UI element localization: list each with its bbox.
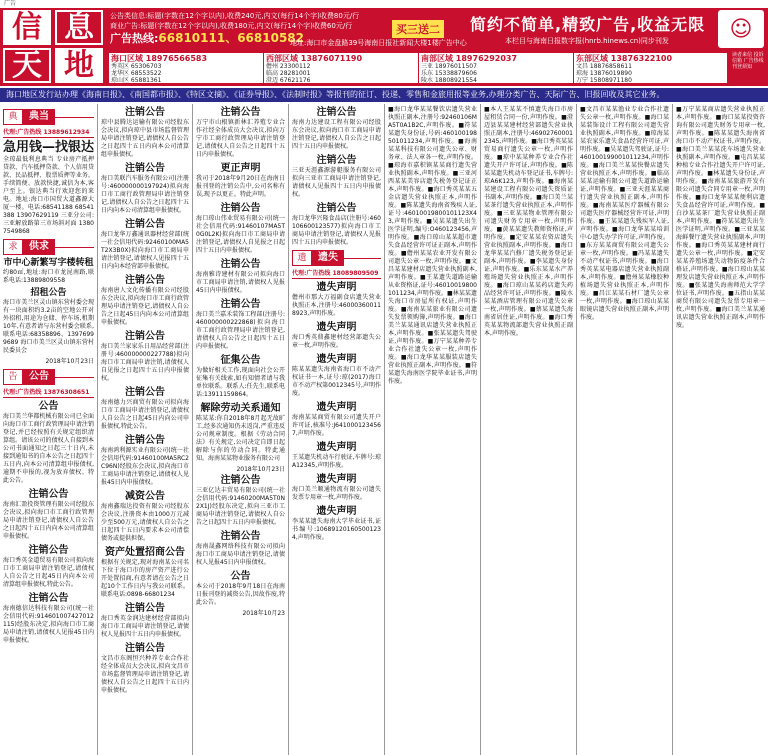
- distribution-banner: 海口地区发行站办理《海南日报》、《南国都市报》、《特区文摘》、《证券导报》、《法制时报》等报刊的征订、投递、零售和金旅用报等业务,办理分类广告、天际广告、旧报回收及其它业务。: [0, 88, 768, 102]
- ad-subheadline: 市中心新繁写字楼转租: [3, 258, 94, 268]
- column-8: [673, 104, 768, 755]
- logo-char: 天: [3, 48, 51, 83]
- notice-title: 注销公告: [220, 299, 261, 310]
- notice-title: 注销公告: [125, 331, 165, 342]
- notice-title: 注销公告: [220, 531, 261, 542]
- notice-body: 三亚天涯鑫源游艇服务有限公司拟向三亚市工商局申请注销登记,请债权人见报四十五日内申报债权。: [292, 167, 381, 198]
- notice-body: 琼中县腾达运输有限公司经股东会决议,拟向琼中县市场监督管理局申请注销登记,请债权人自公告之日起四十五日内向本公司清算组申报债权。: [101, 119, 189, 158]
- region-row: 文昌 18876858611: [576, 63, 632, 70]
- notice-body: 陈某某遗失海南省海口市不动产权证书一本,证号:琼(2017)海口市不动产权第0012345号,声明作废。: [292, 366, 381, 397]
- region-row: 琼山区 65881361: [111, 77, 162, 84]
- ad-body: ■文昌市某某渔业专业合作社遗失公章一枚,声明作废。■海口某某装饰设计工程有限公司遗失营业执照副本,声明作废。■琼海某某农家乐遗失食品经营许可证,声明作废。■吴某遗失驾驶证,证号:460100199001011234,声明作废。■海口美兰某某快餐店遗失营业执照正本,声明作废。■临高某某运输有限公司遗失道路运输证,声明作废。■三亚天涯某某商行遗失营业执照正副本,声明作废。■海南某某医疗器械有限公司遗失医疗器械经营许可证,声明作废。■王某某遗失残疾军人证,声明作废。■海口龙华某某培训中心遗失办学许可证,声明作废。■东方某某商贸有限公司遗失公章一枚,声明作废。■冯某某遗失不动产权证书,声明作废。■海口秀英某某电器店遗失营业执照副本,声明作废。■儋州某某橡胶种植场遗失营业执照正本,声明作废。■昌江某某石材厂遗失公章一枚,声明作废。■海口琼山某某眼镜店遗失营业执照正副本,声明作废。: [580, 106, 669, 321]
- logo-char: 息: [55, 10, 103, 45]
- notice-body: 为做好相关工作,现面向社会公开征集有关线索,如有知情者请与我单位联系。联系人:任先生,联系电话:13911159864。: [196, 367, 285, 398]
- notice: [3, 544, 94, 589]
- notice-title: 资产处置招商公告: [105, 547, 185, 558]
- notice-body: 本公司于2018年9月18日在海南日报刊登的减资公告,因故作废,特此公告。: [196, 583, 285, 606]
- notice-title: 遗失声明: [316, 442, 357, 453]
- notice-title: 注销公告: [316, 155, 357, 166]
- notice-title: 注销公告: [28, 545, 69, 556]
- ad-headline: 急用钱—找银达: [3, 140, 95, 155]
- notice-title: 遗失声明: [316, 506, 357, 517]
- region-east: [574, 53, 729, 85]
- region-title: 南部区域 18976292037: [421, 54, 518, 63]
- notice-body: 海口琼山伟业贸易有限公司(统一社会信用代码:91460107MA5T0G0L2K)拟向海口市工商局申请注销登记,请债权人自见报之日起四十五日内申报债权。: [196, 215, 285, 254]
- notice: [196, 258, 285, 295]
- ad-body: 海口市美兰区灵山镇东营村委会现有一块面积约3.2亩的空地公开对外招租,用途为仓储、停车场,租期10年,有意者请与东营村委会联系,联系电话:68358896、13976999689 海口市美兰区灵山镇东营村民委员会: [3, 299, 94, 354]
- notice: [196, 402, 285, 463]
- notice: [101, 218, 189, 271]
- notice: [101, 162, 189, 215]
- notice: [196, 530, 285, 567]
- divider: [55, 377, 94, 378]
- column-6: [481, 104, 577, 755]
- region-contacts: [108, 52, 728, 84]
- notice-body: 海口美联汽车服务有限公司(注册号:460000000197924)拟向海口市工商行政管理局申请注销登记,请债权人自公告之日起四十五日内向本公司清算组申报债权。: [101, 175, 189, 214]
- notice: [3, 488, 94, 541]
- mascot-icon: ☺: [718, 10, 764, 48]
- agent-line: 代理:广告热线 18089809509: [292, 269, 381, 279]
- notice: [101, 546, 189, 599]
- hotline-numbers: 66810111、66810582: [158, 31, 305, 45]
- notice-title: 遗失声明: [316, 322, 357, 333]
- pricing-line: 公告类信息:标题(字数在12个字以内),收费240元,内文(每行14个字)收费80元/行: [110, 12, 360, 20]
- region-west: [264, 53, 419, 85]
- notice-title: 注销公告: [220, 259, 261, 270]
- notice-body: 李某某遗失海南大学毕业证书,证书编号:106891201605001234,声明作废。: [292, 518, 381, 541]
- notice: [196, 162, 285, 199]
- notice: [101, 602, 189, 639]
- category-icon: 告: [3, 369, 23, 385]
- notice-title: 更正声明: [220, 163, 261, 174]
- logo-char: 地: [55, 48, 103, 83]
- notice: [292, 353, 381, 398]
- slogan-sub: 本栏目与海南日报数字报(hnrb.hinews.cn)同步刊发: [505, 37, 669, 45]
- region-row: 琼海 13876019890: [576, 70, 632, 77]
- notice: [3, 592, 94, 645]
- column-7: [577, 104, 673, 755]
- notice-title: 注销公告: [125, 387, 165, 398]
- notice-title: 注销公告: [220, 203, 261, 214]
- notice-date: 2018年10月23日: [236, 466, 285, 473]
- region-row: 三亚 18976011507: [421, 63, 477, 70]
- side-note: 读者来信 投诉信箱 广告热线 刊登须知: [732, 52, 764, 70]
- notice-body: 王某遗失机动车行驶证,车牌号:琼A12345,声明作废。: [292, 454, 381, 469]
- category-header: [3, 239, 94, 255]
- notice-body: 海南雅诗建材有限公司拟向海口市工商局申请注销,请债权人见报45日内申报债权。: [196, 271, 285, 294]
- column-2: [98, 104, 193, 755]
- notice-body: 儋州市那大万福副食店遗失营业执照正本,注册号:460003600118923,声明作废。: [292, 294, 381, 317]
- notice-title: 注销公告: [316, 203, 357, 214]
- notice-body: 海口秀英金润达建材经营部拟向海口市工商局申请注销登记,请债权人见报四十五日内申报债权。: [101, 615, 189, 638]
- notice: [292, 154, 381, 199]
- pricing-line: 商业广告:标题(字数在12个字以内),收费180元,内文(每行14个字)收费60元/行: [110, 22, 353, 30]
- notice-body: 海口龙华万鑫通讯器材经营部(统一社会信用代码:92460100MA5T2X3B0X)拟向海口市工商局申请注销登记,请债权人见报四十五日内向本经营部申报债权。: [101, 231, 189, 270]
- region-title: 东部区域 13876322100: [576, 54, 673, 63]
- notice-date: 2018年10月23日: [45, 358, 94, 365]
- notice-body: 文昌市东阁恒兴种养专业合作社经全体成员大会决议,拟向文昌市市场监督管理局申请注销登记,请债权人自公告之日起四十五日内申报债权。: [101, 655, 189, 694]
- notice-body: 海南鑫瑞达投资有限公司经股东会决议,注册资本由1000万元减少至500万元,请债权人自公告之日起四十五日内要求本公司清偿债务或提供担保。: [101, 503, 189, 542]
- notice-body: 海南力达建设工程有限公司经股东会决议,拟向海口市工商局申请注销登记,请债权人自公告之日起四十五日内申报债权。: [292, 119, 381, 150]
- masthead: [0, 8, 768, 86]
- notice: [101, 434, 189, 487]
- region-row: 澄迈 67621176: [266, 77, 311, 84]
- notice-title: 遗失声明: [316, 354, 357, 365]
- notice: [196, 474, 285, 527]
- notice: [196, 202, 285, 255]
- notice-body: 海口美兰华都机械有限公司已全面向海口市工商行政管理局申请注销登记,并已经按照有关规定组织清算组。请该公司的债权人自接到本公司书面通知之日起三十日内,未接到通知书的自本公告之日起四十五日内,向本公司清算组申报债权,逾期不申报的,视为放弃债权。特此公告。: [3, 413, 94, 484]
- notice-body: 三亚亿达丰贸易有限公司(统一社会信用代码:91460200MA5T0N2X1J)经股东决定,拟向三亚市工商局申请注销登记,请债权人自公告之日起四十五日内申报债权。: [196, 487, 285, 526]
- category-icon: 典: [3, 109, 23, 125]
- agent-line: 代理:广告热线 13889612934: [3, 128, 94, 138]
- notice-title: 征集公告: [220, 355, 261, 366]
- notice-body: 海南德信达科技有限公司(统一社会信用代码:914601007427012115)经股东决定,拟向海口市工商局申请注销,请债权人见报45日内申报债权。: [3, 605, 94, 644]
- category-label: 公告: [23, 369, 55, 385]
- notice-title: 注销公告: [125, 643, 165, 654]
- column-5: [385, 104, 481, 755]
- notice-title: 注销公告: [28, 593, 69, 604]
- notice-title: 注销公告: [316, 107, 357, 118]
- notice: [196, 106, 285, 159]
- notice: [292, 441, 381, 470]
- notice: [196, 298, 285, 351]
- column-4: [289, 104, 385, 755]
- notice-body: 陈某某:你自2018年8月起无故旷工,经多次通知仍未返岗,严重违反公司规章制度。根据《劳动合同法》有关规定,公司决定自即日起解除与你的劳动合同。特此通知。海南某某物业服务有限公司: [196, 415, 285, 462]
- notice-title: 注销公告: [125, 603, 165, 614]
- notice: [292, 401, 381, 438]
- notice-body: 海口龙华兴隆食品店(注册号:460106600123577)拟向海口市工商局申请注销登记,请债权人见报四十五日内申报债权。: [292, 215, 381, 246]
- notice-title: 遗失声明: [316, 474, 357, 485]
- notice: [292, 106, 381, 151]
- ad-body: 约80㎡,地址:海口市龙昆南路,联系电话:13889809558: [3, 269, 94, 284]
- region-row: 临高 28281001: [266, 70, 311, 77]
- notice-title: 注销公告: [28, 489, 69, 500]
- category-icon: 遗: [292, 250, 312, 266]
- agent-line: 代理:广告热线 13876308651: [3, 388, 94, 398]
- notice-title: 注销公告: [125, 275, 165, 286]
- notice-title: 注销公告: [220, 107, 261, 118]
- region-row: 陵水 18808921554: [421, 77, 477, 84]
- region-south: [419, 53, 574, 85]
- notice-body: 海南德力兴商贸有限公司拟向海口市工商局申请注销登记,请债权人自公告之日起45日内向公司申报债权,特此公告。: [101, 399, 189, 430]
- region-row: 万宁 15808971180: [576, 77, 632, 84]
- notice: [101, 386, 189, 431]
- notice-title: 解除劳动关系通知: [200, 403, 281, 414]
- notice-title: 公告: [38, 401, 59, 412]
- classified-columns: [0, 104, 768, 755]
- category-label: 遗失: [312, 250, 344, 266]
- promo-badge: 买三送二: [392, 20, 444, 38]
- notice-date: 2018年10月23: [242, 610, 285, 617]
- notice: [3, 400, 94, 485]
- notice: [196, 354, 285, 399]
- divider: [55, 247, 94, 248]
- notice-title: 注销公告: [125, 219, 165, 230]
- region-title: 海口区域 18976566583: [111, 54, 208, 63]
- notice-body: 海口秀英鼎鑫建材经营部遗失公章一枚,声明作废。: [292, 334, 381, 349]
- notice-body: 根据有关规定,现对海南某公司名下位于海口市的房产资产进行公开处置招商,有意者请在公告之日起10个工作日内与我公司联系。联系电话:0898-66801234: [101, 559, 189, 598]
- ad-body: ■本人王某某不慎遗失海口市房屋租赁合同一份,声明作废。■澄迈县某某建材经营部遗失营业执照正副本,注册号:469027600012345,声明作废。■海口秀英某某贸易商行遗失公章一枚,声明作废。■琼中某某种养专业合作社遗失开户许可证,声明作废。■陈某某遗失机动车登记证书,车牌号:琼A6K123,声明作废。■海南某某建设工程有限公司遗失资质证书副本,声明作废。■海口美兰某某茶行遗失营业执照正本,声明作废。■三亚某某物业管理有限公司遗失财务专用章一枚,声明作废。■黄某某遗失教师资格证,声明作废。■定安某某农资店遗失营业执照副本,声明作废。■海口龙华某某汽修厂遗失税务登记证副本,声明作废。■李某遗失身份证,声明作废。■乐东某某水产养殖场遗失营业执照正本,声明作废。■海口琼山某某药店遗失药品经营许可证,声明作废。■陵水某某酒店管理有限公司遗失公章一枚,声明作废。■蔡某某遗失海南省居住证,声明作废。■海口秀英某某物流部遗失营业执照正副本,声明作废。: [484, 106, 573, 337]
- category-label: 供求: [23, 239, 55, 255]
- category-label: 典当: [23, 109, 55, 125]
- region-haikou: [109, 53, 264, 85]
- ad-subheadline: 招租公告: [30, 288, 67, 298]
- notice-title: 减资公告: [125, 491, 165, 502]
- notice: [292, 202, 381, 247]
- notice-body: 海南唐人文化传播有限公司经股东会决议,拟向海口市工商行政管理局申请注销登记,请债权人自公告之日起45日内向本公司清算组申报债权。: [101, 287, 189, 326]
- notice-body: 万宁市山根镇新林汇养殖专业合作社经全体成员大会决议,拟向万宁市工商行政管理局申请注销登记,请债权人自公告之日起四十五日内申报债权。: [196, 119, 285, 158]
- notice: [101, 642, 189, 695]
- region-row: 乐东 15338879606: [421, 70, 477, 77]
- ad-body: ■海口龙华某某餐饮店遗失营业执照正副本,注册号:92460106MA5T0A1B2C,声明作废。■符某某遗失身份证,号码:460100198501011234,声明作废。■海南某某科技有限公司遗失公章、财务章、法人章各一枚,声明作废。■琼海市嘉积镇某某商行遗失营业执照副本,声明作废。■三亚河西某某美容店遗失税务登记证正本,声明作废。■海口秀英某某五金店遗失营业执照正本,声明作废。■陈某遗失海南省残疾人证,证号:46010019800101123X43,声明作废。■吴某某遗失出生医学证明,编号:O460123456,声明作废。■海口琼山某某超市遗失食品经营许可证正副本,声明作废。■儋州某某农业开发有限公司遗失公章一枚,声明作废。■文昌某某建材店遗失营业执照副本,声明作废。■王某遗失道路运输从业资格证,证号:460100198001011234,声明作废。■林某某遗失海口市房屋所有权证,声明作废。■海南某某旅业有限公司遗失发票领购簿,声明作废。■海口美兰某某通讯店遗失营业执照正本,声明作废。■张某某遗失驾驶证,声明作废。■万宁某某种养专业合作社遗失公章一枚,声明作废。■海口龙华某某服装店遗失营业执照正副本,声明作废。■符某遗失海南医学院毕业证书,声明作废。: [388, 106, 477, 385]
- notice: [196, 570, 285, 607]
- notice-title: 注销公告: [125, 435, 165, 446]
- hotline-label: 广告热线:: [110, 32, 159, 45]
- logo-char: 信: [3, 10, 51, 45]
- notice-body: 海南汇盈投资管理有限公司经股东会决议,拟向海口市工商行政管理局申请注销登记,请债权人自公告之日起四十五日内向本公司清算组申报债权。: [3, 501, 94, 540]
- notice-body: 海南晟鑫网络科技有限公司拟向海口市工商局申请注销登记,请债权人见报45日内申报债权。: [196, 543, 285, 566]
- region-row: 儋州 23300112: [266, 63, 311, 70]
- notice: [101, 330, 189, 383]
- region-row: 龙华区 68553522: [111, 70, 162, 77]
- notice-title: 注销公告: [220, 475, 261, 486]
- notice-body: 海口美兰顺通物流有限公司遗失发票专用章一枚,声明作废。: [292, 486, 381, 501]
- region-title: 西部区域 13876071190: [266, 54, 363, 63]
- divider: [344, 258, 381, 259]
- category-icon: 求: [3, 239, 23, 255]
- notice: [101, 490, 189, 543]
- notice-body: 我司于2018年9月20日在海南日报刊登的注销公告中,公司名称有误,现予以更正。特此声明。: [196, 175, 285, 198]
- notice-title: 公告: [230, 571, 251, 582]
- notice: [101, 274, 189, 327]
- notice-body: 海口秀英金道贸易有限公司拟向海口市工商局申请注销登记,请债权人自公告之日起45日内向本公司清算组申报债权,特此公告。: [3, 557, 94, 588]
- category-header: [3, 369, 94, 385]
- notice-title: 遗失声明: [316, 282, 357, 293]
- notice-body: 海口美兰嘉禾装饰工程部(注册号:460000000222868)拟向海口市工商行政管理局申请注销登记,请债权人自公告之日起四十五日内申报债权。: [196, 311, 285, 350]
- notice: [292, 473, 381, 502]
- address: 地址:海口市金盘路39号海南日报社新闻大楼1楼广告中心: [290, 39, 467, 47]
- notice-body: 海南某某商贸有限公司遗失开户许可证,核准号:J6410001234567,声明作废。: [292, 414, 381, 437]
- notice-body: 海南鸿利源实业有限公司(统一社会信用代码:91460100MA5RC2C96N)经股东会决议,拟向海口市工商局申请注销登记,请债权人见报45日内申报债权。: [101, 447, 189, 486]
- category-header: [292, 250, 381, 266]
- notice-body: 海口美兰家家乐日用品经营部(注册号:460000000227788)拟向海口市工商局申请注销,请债权人自见报之日起四十五日内申报债权。: [101, 343, 189, 382]
- logo: [3, 10, 105, 84]
- category-header: [3, 109, 94, 125]
- column-1: [0, 104, 98, 755]
- notice-title: 注销公告: [125, 163, 165, 174]
- region-row: 秀英区 65306703: [111, 63, 162, 70]
- page-header: 广告: [4, 0, 17, 7]
- notice: [101, 106, 189, 159]
- notice-title: 注销公告: [125, 107, 165, 118]
- notice: [292, 505, 381, 542]
- ad-body: 全琼最低利息典当 专业房产抵押贷款、汽车抵押贷款、个人信用贷款、民品抵押、股票质押等业务。手续简便、放款快捷,诚信为本,客户至上。银达典当行欢迎您的来电。地址:海口市国贸大道鑫源大厦一楼。电话:68541188 68541388 13907629119 三亚分公司:三亚解放路第三市场斜对面 13807549868: [3, 156, 94, 235]
- slogan: 简约不简单,精致广告,收益无限: [470, 15, 706, 34]
- notice-title: 遗失声明: [316, 402, 357, 413]
- ad-body: ■万宁某某商店遗失营业执照正本,声明作废。■海口某某投资咨询有限公司遗失财务专用章一枚,声明作废。■陈某某遗失海南省海口市不动产权证书,声明作废。■海口美兰某某洗车场遗失营业执照副本,声明作废。■屯昌某某种植专业合作社遗失开户许可证,声明作废。■林某遗失身份证,声明作废。■海南某某旅游开发有限公司遗失合同专用章一枚,声明作废。■海口龙华某某便利店遗失食品经营许可证,声明作废。■白沙某某茶厂遗失营业执照正副本,声明作废。■符某某遗失出生医学证明,声明作废。■三亚某某海鲜餐厅遗失营业执照副本,声明作废。■海口秀英某某建材商行遗失公章一枚,声明作废。■定安某某养殖场遗失动物防疫条件合格证,声明作废。■海口琼山某某理发店遗失营业执照正本,声明作废。■张某遗失海南师范大学学位证书,声明作废。■五指山某某商贸有限公司遗失发票专用章一枚,声明作废。■海口美兰某某通讯店遗失营业执照正副本,声明作废。: [676, 106, 765, 329]
- column-3: [193, 104, 289, 755]
- notice: [292, 281, 381, 318]
- divider: [55, 117, 94, 118]
- notice: [292, 321, 381, 350]
